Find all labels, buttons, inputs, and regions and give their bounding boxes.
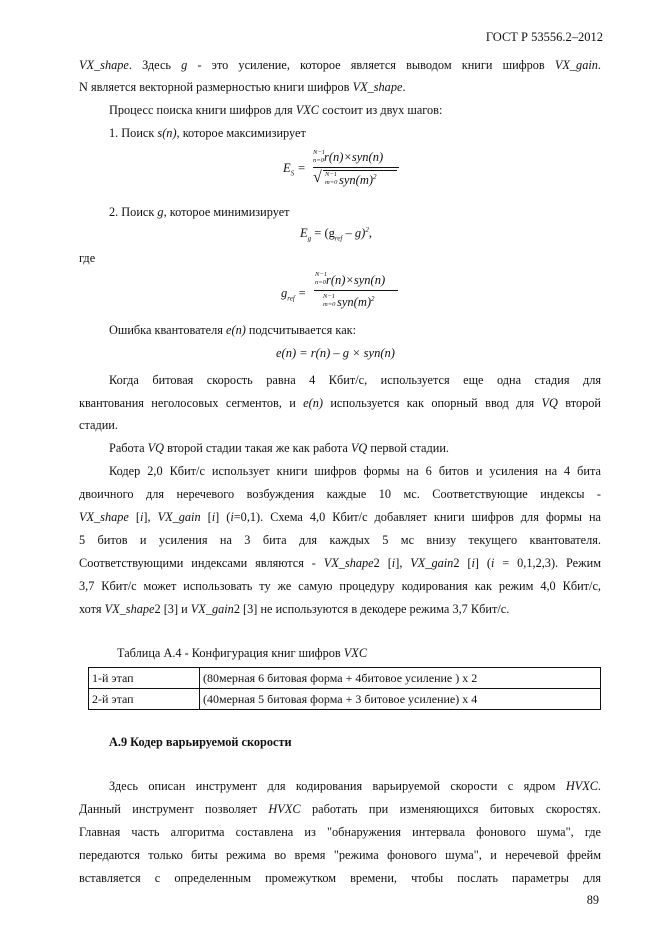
paragraph-line: VX_shape. Здесь g - это усиление, которое является выводом книги шифров VX_gain. [79, 58, 601, 72]
table-cell-config: (80мерная 6 битовая форма + 4битовое усиление ) x 2 [200, 668, 601, 689]
step-one: 1. Поиск s(n), которое максимизирует [109, 126, 306, 140]
paragraph-line: стадии. [79, 418, 118, 432]
paragraph-line: VX_shape [i], VX_gain [i] (i=0,1). Схема 4,0 Кбит/с добавляет книги шифров для формы на [79, 510, 602, 524]
paragraph-line: квантования неголосовых сегментов, и e(n) используется как опорный ввод для VQ второй [79, 396, 602, 410]
paragraph-line: двоичного для неречевого возбуждения каждые 10 мс. Соответствующие индексы - [79, 487, 601, 501]
paragraph-line: 5 битов и усиления на 3 бита для каждых 5 мс внизу текущего квантователя. [79, 533, 601, 547]
paragraph-line: Процесс поиска книги шифров для VXC состоит из двух шагов: [109, 103, 443, 117]
equation-en: e(n) = r(n) – g × syn(n) [276, 346, 395, 360]
paragraph-line: Ошибка квантователя e(n) подсчитывается как: [109, 323, 357, 337]
paragraph-line: N является векторной размерностью книги шифров VX_shape. [79, 80, 406, 94]
paragraph-line: Данный инструмент позволяет HVXC работать при изменяющихся битовых скоростях. [79, 802, 601, 816]
table-caption: Таблица А.4 - Конфигурация книг шифров VXC [117, 646, 368, 660]
equation-es: $E_S$ = N−1 n=0 r(n)×syn(n) √ N−1 m=0 $syn(m)^2$ [283, 150, 403, 196]
paragraph-line: Кодер 2,0 Кбит/с использует книги шифров формы на 6 битов и усиления на 4 бита [109, 464, 601, 478]
section-heading: А.9 Кодер варьируемой скорости [109, 735, 292, 749]
table-row [89, 668, 601, 689]
paragraph-line: Главная часть алгоритма составлена из "обнаружения интервала фонового шума", где [79, 825, 601, 839]
paragraph-line: передаются только биты режима во время "режима фонового шума", и неречевой фрейм [79, 848, 601, 862]
page-number: 89 [586, 893, 599, 907]
paragraph-line: Здесь описан инструмент для кодирования варьируемой скорости с ядром HVXC. [109, 779, 601, 793]
standard-header: ГОСТ Р 53556.2–2012 [485, 30, 603, 44]
paragraph-line: Соответствующими индексами являются - VX_shape2 [i], VX_gain2 [i] (i = 0,1,2,3). Режим [79, 556, 601, 570]
table-row [89, 689, 601, 710]
equation-gref: $g_{ref}$ = N−1 n=0 r(n)×syn(n) N−1 m=0 $syn(m)^2$ [281, 272, 411, 318]
table-cell-stage: 1-й этап [89, 668, 200, 689]
paragraph-line: Работа VQ второй стадии такая же как работа VQ первой стадии. [109, 441, 449, 455]
paragraph-line: 3,7 Кбит/с может использовать ту же самую процедуру кодирования как режим 4,0 Кбит/с, [79, 579, 601, 593]
step-two: 2. Поиск g, которое минимизирует [109, 205, 290, 219]
table-cell-config: (40мерная 5 битовая форма + 3 битовое усиление) x 4 [200, 689, 601, 710]
paragraph-line: Когда битовая скорость равна 4 Кбит/с, используется еще одна стадия для [109, 373, 601, 387]
equation-eg: $E_g = (g_{ref} - g)^2$, [300, 226, 372, 243]
paragraph-line: вставляется с определенным промежутком времени, чтобы послать параметры для [79, 871, 601, 885]
where-label: где [79, 251, 96, 265]
table-cell-stage: 2-й этап [89, 689, 200, 710]
codebook-config-table [88, 667, 601, 710]
paragraph-line: хотя VX_shape2 [3] и VX_gain2 [3] не используются в декодере режима 3,7 Кбит/с. [79, 602, 510, 616]
